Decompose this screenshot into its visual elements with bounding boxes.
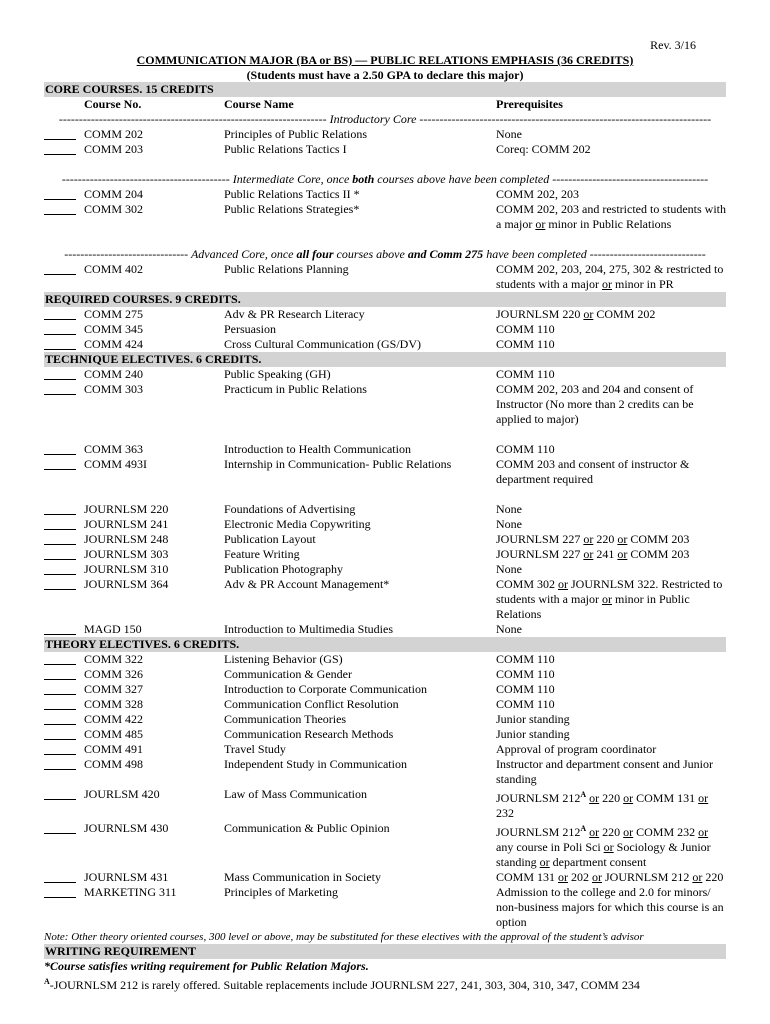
course-prerequisites: COMM 203 and consent of instructor & department required bbox=[496, 457, 690, 486]
course-prerequisites: None bbox=[496, 622, 522, 636]
course-prerequisites: Junior standing bbox=[496, 712, 570, 726]
column-header-course-name: Course Name bbox=[224, 97, 294, 111]
course-name: Practicum in Public Relations bbox=[224, 382, 367, 396]
course-prerequisites: Junior standing bbox=[496, 727, 570, 741]
course-row bbox=[44, 742, 726, 757]
course-prerequisites: Coreq: COMM 202 bbox=[496, 142, 591, 156]
course-prerequisites: COMM 202, 203 bbox=[496, 187, 580, 201]
course-row bbox=[44, 652, 726, 667]
course-prerequisites: COMM 110 bbox=[496, 697, 555, 711]
course-row bbox=[44, 532, 726, 547]
course-prerequisites: COMM 202, 203 and restricted to students with a major or minor in Public Relations bbox=[496, 202, 726, 231]
section-heading-writing: WRITING REQUIREMENT bbox=[44, 944, 726, 959]
section-heading-required: REQUIRED COURSES. 9 CREDITS. bbox=[44, 292, 726, 307]
course-prerequisites: COMM 110 bbox=[496, 337, 555, 351]
course-number: COMM 327 bbox=[84, 682, 144, 696]
completion-checkbox-line[interactable] bbox=[44, 517, 76, 530]
completion-checkbox-line[interactable] bbox=[44, 697, 76, 710]
course-row bbox=[44, 667, 726, 682]
course-row bbox=[44, 367, 726, 382]
course-prerequisites: COMM 110 bbox=[496, 322, 555, 336]
course-row bbox=[44, 870, 726, 885]
course-row bbox=[44, 577, 726, 622]
course-name: Public Speaking (GH) bbox=[224, 367, 331, 381]
course-name: Introduction to Health Communication bbox=[224, 442, 411, 456]
course-number: COMM 240 bbox=[84, 367, 144, 381]
course-number: COMM 275 bbox=[84, 307, 144, 321]
intermediate-core-rows bbox=[44, 187, 726, 232]
course-name: Law of Mass Communication bbox=[224, 787, 367, 801]
course-row bbox=[44, 622, 726, 637]
course-number: COMM 493I bbox=[84, 457, 148, 471]
course-name: Public Relations Tactics I bbox=[224, 142, 347, 156]
required-rows bbox=[44, 307, 726, 352]
course-number: JOURNLSM 303 bbox=[84, 547, 169, 561]
course-row bbox=[44, 502, 726, 517]
completion-checkbox-line[interactable] bbox=[44, 547, 76, 560]
course-name: Travel Study bbox=[224, 742, 286, 756]
course-row bbox=[44, 127, 726, 142]
course-number: JOURLSM 420 bbox=[84, 787, 160, 801]
course-number: COMM 485 bbox=[84, 727, 144, 741]
course-row bbox=[44, 697, 726, 712]
course-row bbox=[44, 442, 726, 457]
course-row bbox=[44, 337, 726, 352]
completion-checkbox-line[interactable] bbox=[44, 712, 76, 725]
course-name: Principles of Public Relations bbox=[224, 127, 367, 141]
technique-rows bbox=[44, 367, 726, 637]
completion-checkbox-line[interactable] bbox=[44, 202, 76, 215]
completion-checkbox-line[interactable] bbox=[44, 727, 76, 740]
course-name: Communication Conflict Resolution bbox=[224, 697, 399, 711]
course-number: COMM 328 bbox=[84, 697, 144, 711]
course-prerequisites: COMM 110 bbox=[496, 442, 555, 456]
course-name: Adv & PR Account Management* bbox=[224, 577, 390, 591]
course-prerequisites: None bbox=[496, 517, 522, 531]
course-row bbox=[44, 682, 726, 697]
course-row bbox=[44, 562, 726, 577]
completion-checkbox-line[interactable] bbox=[44, 870, 76, 883]
course-row bbox=[44, 262, 726, 292]
course-prerequisites: Instructor and department consent and Junior standing bbox=[496, 757, 713, 786]
course-number: JOURNLSM 430 bbox=[84, 821, 169, 835]
course-prerequisites: JOURNLSM $212^A$ or 220 or COMM 131 or 232 bbox=[496, 790, 709, 820]
course-number: COMM 202 bbox=[84, 127, 144, 141]
writing-requirement-note: *Course satisfies writing requirement for Public Relation Majors. bbox=[44, 959, 369, 973]
course-name: Feature Writing bbox=[224, 547, 300, 561]
course-number: COMM 491 bbox=[84, 742, 144, 756]
column-headers bbox=[44, 97, 726, 112]
course-prerequisites: COMM 202, 203, 204, 275, 302 & restricted to students with a major or minor in PR bbox=[496, 262, 724, 291]
course-number: MARKETING 311 bbox=[84, 885, 177, 899]
completion-checkbox-line[interactable] bbox=[44, 457, 76, 470]
course-name: Communication & Gender bbox=[224, 667, 352, 681]
course-number: JOURNLSM 431 bbox=[84, 870, 169, 884]
course-prerequisites: COMM 202, 203 and 204 and consent of Instructor (No more than 2 credits can be applied to major) bbox=[496, 382, 694, 426]
column-header-prerequisites: Prerequisites bbox=[496, 97, 563, 111]
course-row bbox=[44, 757, 726, 787]
course-prerequisites: None bbox=[496, 502, 522, 516]
completion-checkbox-line[interactable] bbox=[44, 127, 76, 140]
course-name: Internship in Communication- Public Relations bbox=[224, 457, 452, 471]
course-number: COMM 302 bbox=[84, 202, 144, 216]
completion-checkbox-line[interactable] bbox=[44, 442, 76, 455]
course-name: Communication Research Methods bbox=[224, 727, 394, 741]
completion-checkbox-line[interactable] bbox=[44, 652, 76, 665]
course-row bbox=[44, 382, 726, 427]
divider-advanced-core: ------------------------------- Advanced Core, once all four courses above and Comm 275 have been completed ----------------------------- bbox=[64, 247, 706, 261]
course-prerequisites: None bbox=[496, 562, 522, 576]
course-row bbox=[44, 712, 726, 727]
course-number: JOURNLSM 220 bbox=[84, 502, 169, 516]
course-number: JOURNLSM 248 bbox=[84, 532, 169, 546]
course-prerequisites: COMM 110 bbox=[496, 682, 555, 696]
course-prerequisites: COMM 110 bbox=[496, 652, 555, 666]
course-prerequisites: COMM 131 or 202 or JOURNLSM 212 or 220 bbox=[496, 870, 724, 884]
course-name: Publication Photography bbox=[224, 562, 343, 576]
completion-checkbox-line[interactable] bbox=[44, 682, 76, 695]
course-number: COMM 322 bbox=[84, 652, 144, 666]
course-name: Cross Cultural Communication (GS/DV) bbox=[224, 337, 421, 351]
course-number: COMM 204 bbox=[84, 187, 144, 201]
course-row bbox=[44, 885, 726, 930]
completion-checkbox-line[interactable] bbox=[44, 787, 76, 800]
completion-checkbox-line[interactable] bbox=[44, 367, 76, 380]
column-header-course-no: Course No. bbox=[84, 97, 142, 111]
divider-introductory-core: ------------------------------------------------------------------- Introductory Core ------------------------------------------------------------------------- bbox=[58, 112, 712, 126]
completion-checkbox-line[interactable] bbox=[44, 757, 76, 770]
completion-checkbox-line[interactable] bbox=[44, 562, 76, 575]
course-number: COMM 203 bbox=[84, 142, 144, 156]
course-name: Introduction to Multimedia Studies bbox=[224, 622, 393, 636]
document-title-block bbox=[0, 53, 770, 83]
section-heading-technique: TECHNIQUE ELECTIVES. 6 CREDITS. bbox=[44, 352, 726, 367]
course-prerequisites: JOURNLSM $212^A$ or 220 or COMM 232 or any course in Poli Sci or Sociology & Junior standing or department consent bbox=[496, 824, 711, 869]
completion-checkbox-line[interactable] bbox=[44, 502, 76, 515]
section-heading-theory: THEORY ELECTIVES. 6 CREDITS. bbox=[44, 637, 726, 652]
completion-checkbox-line[interactable] bbox=[44, 577, 76, 590]
substitution-note: Note: Other theory oriented courses, 300 level or above, may be substituted for these electives with the approval of the student’s advisor bbox=[44, 931, 644, 943]
completion-checkbox-line[interactable] bbox=[44, 742, 76, 755]
course-prerequisites: None bbox=[496, 127, 522, 141]
document-subtitle: (Students must have a 2.50 GPA to declare this major) bbox=[246, 68, 524, 82]
course-number: JOURNLSM 241 bbox=[84, 517, 169, 531]
course-name: Persuasion bbox=[224, 322, 276, 336]
course-row bbox=[44, 547, 726, 562]
completion-checkbox-line[interactable] bbox=[44, 337, 76, 350]
course-name: Listening Behavior (GS) bbox=[224, 652, 343, 666]
course-name: Mass Communication in Society bbox=[224, 870, 381, 884]
course-number: JOURNLSM 310 bbox=[84, 562, 169, 576]
course-number: MAGD 150 bbox=[84, 622, 142, 636]
introductory-core-rows bbox=[44, 127, 726, 157]
course-name: Public Relations Strategies* bbox=[224, 202, 360, 216]
course-checklist bbox=[44, 82, 726, 993]
divider-intermediate-core: ------------------------------------------ Intermediate Core, once both courses above have been completed --------------------------------------- bbox=[61, 172, 709, 186]
course-prerequisites: Admission to the college and 2.0 for minors/ non-business majors for which this course is an option bbox=[496, 885, 724, 929]
course-name: Electronic Media Copywriting bbox=[224, 517, 371, 531]
course-prerequisites: JOURNLSM 227 or 220 or COMM 203 bbox=[496, 532, 690, 546]
course-row bbox=[44, 202, 726, 232]
completion-checkbox-line[interactable] bbox=[44, 187, 76, 200]
course-name: Communication Theories bbox=[224, 712, 347, 726]
course-row bbox=[44, 727, 726, 742]
course-number: COMM 303 bbox=[84, 382, 144, 396]
course-row bbox=[44, 142, 726, 157]
course-number: COMM 326 bbox=[84, 667, 144, 681]
completion-checkbox-line[interactable] bbox=[44, 532, 76, 545]
course-row bbox=[44, 187, 726, 202]
course-row bbox=[44, 322, 726, 337]
course-name: Foundations of Advertising bbox=[224, 502, 356, 516]
course-name: Introduction to Corporate Communication bbox=[224, 682, 427, 696]
course-name: Publication Layout bbox=[224, 532, 316, 546]
course-prerequisites: COMM 110 bbox=[496, 367, 555, 381]
course-prerequisites: COMM 302 or JOURNLSM 322. Restricted to students with a major or minor in Public Relations bbox=[496, 577, 723, 621]
course-number: COMM 498 bbox=[84, 757, 144, 771]
course-number: COMM 422 bbox=[84, 712, 144, 726]
course-number: COMM 402 bbox=[84, 262, 144, 276]
journlsm-212-note: $^A$-JOURNLSM 212 is rarely offered. Suitable replacements include JOURNLSM 227, 241, 303, 304, 310, 347, COMM 234 bbox=[44, 977, 640, 992]
course-row bbox=[44, 307, 726, 322]
completion-checkbox-line[interactable] bbox=[44, 262, 76, 275]
course-name: Independent Study in Communication bbox=[224, 757, 407, 771]
course-name: Adv & PR Research Literacy bbox=[224, 307, 365, 321]
completion-checkbox-line[interactable] bbox=[44, 382, 76, 395]
course-prerequisites: Approval of program coordinator bbox=[496, 742, 657, 756]
course-name: Principles of Marketing bbox=[224, 885, 338, 899]
course-row bbox=[44, 517, 726, 532]
course-row bbox=[44, 787, 726, 821]
course-row bbox=[44, 457, 726, 487]
course-prerequisites: JOURNLSM 227 or 241 or COMM 203 bbox=[496, 547, 690, 561]
course-name: Public Relations Tactics II * bbox=[224, 187, 360, 201]
section-heading-core: CORE COURSES. 15 CREDITS bbox=[44, 82, 726, 97]
course-row bbox=[44, 821, 726, 870]
course-number: COMM 345 bbox=[84, 322, 144, 336]
course-prerequisites: JOURNLSM 220 or COMM 202 bbox=[496, 307, 656, 321]
document-title: COMMUNICATION MAJOR (BA or BS) — PUBLIC RELATIONS EMPHASIS (36 CREDITS) bbox=[136, 53, 634, 67]
course-name: Communication & Public Opinion bbox=[224, 821, 390, 835]
completion-checkbox-line[interactable] bbox=[44, 667, 76, 680]
completion-checkbox-line[interactable] bbox=[44, 322, 76, 335]
course-number: COMM 363 bbox=[84, 442, 144, 456]
completion-checkbox-line[interactable] bbox=[44, 821, 76, 834]
completion-checkbox-line[interactable] bbox=[44, 142, 76, 155]
completion-checkbox-line[interactable] bbox=[44, 307, 76, 320]
course-name: Public Relations Planning bbox=[224, 262, 349, 276]
completion-checkbox-line[interactable] bbox=[44, 622, 76, 635]
course-number: JOURNLSM 364 bbox=[84, 577, 169, 591]
course-number: COMM 424 bbox=[84, 337, 144, 351]
course-prerequisites: COMM 110 bbox=[496, 667, 555, 681]
completion-checkbox-line[interactable] bbox=[44, 885, 76, 898]
advanced-core-rows bbox=[44, 262, 726, 292]
theory-rows bbox=[44, 652, 726, 930]
revision-label: Rev. 3/16 bbox=[650, 38, 696, 52]
